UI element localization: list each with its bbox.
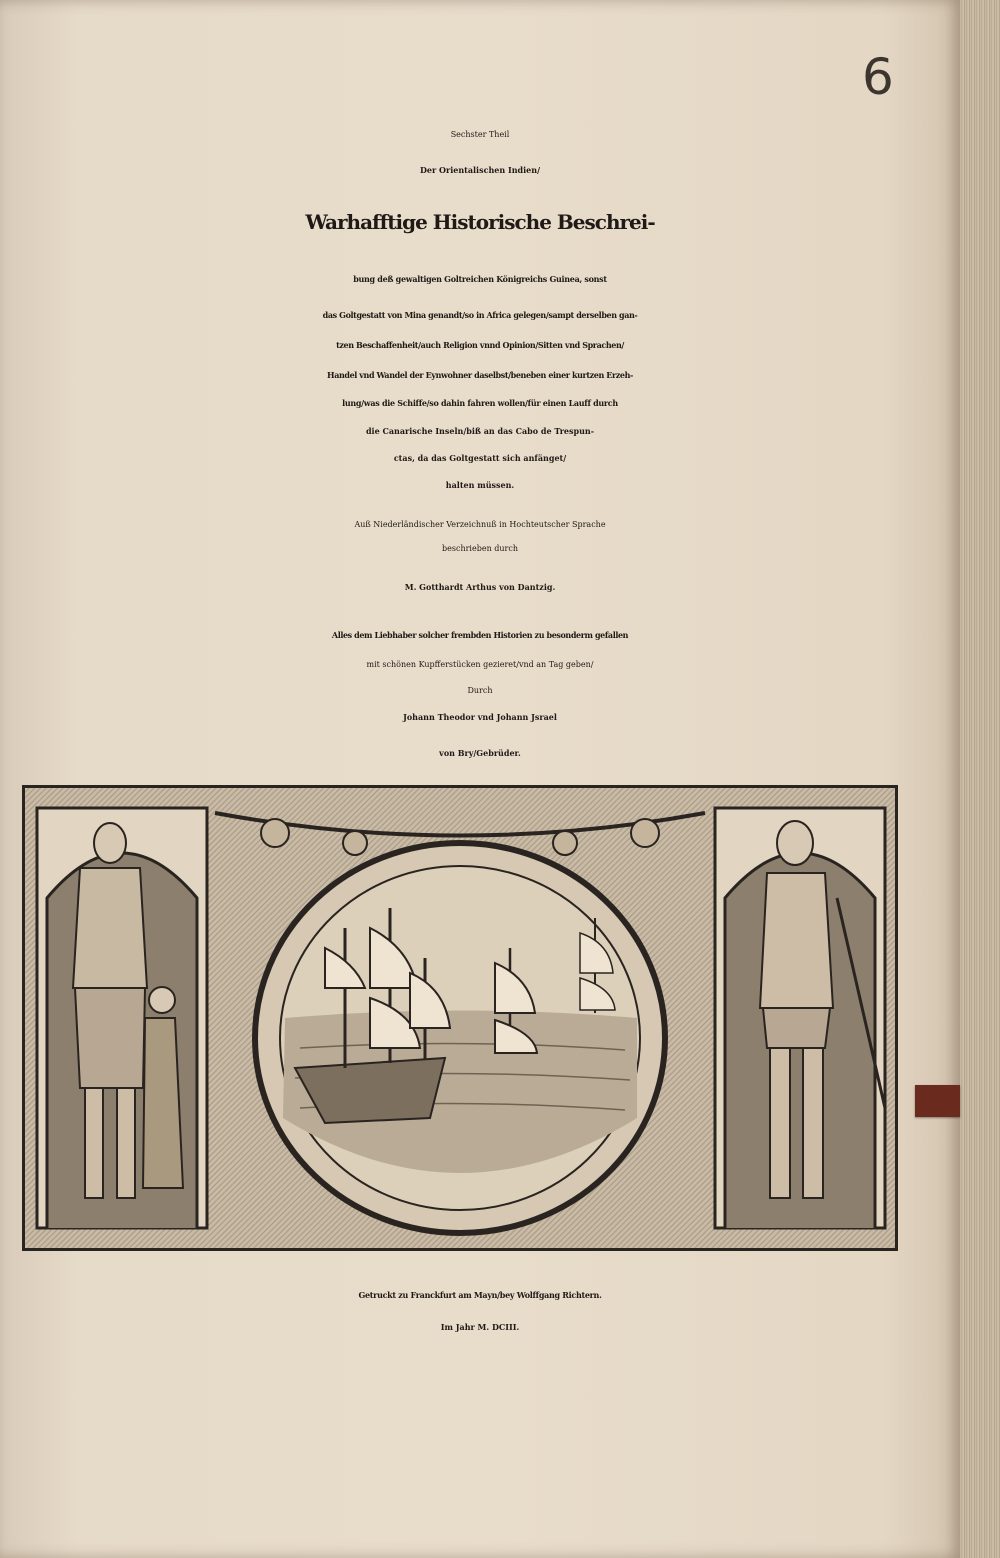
publisher-line: von Bry/Gebrüder.	[439, 748, 521, 758]
folio-number: 6	[862, 48, 894, 106]
dedication-line: Alles dem Liebhaber solcher frembden Historien zu besonderm gefallen	[331, 630, 629, 640]
translation-line: Auß Niederländischer Verzeichnuß in Hochteutscher Sprache	[354, 520, 606, 529]
right-niche	[715, 808, 885, 1228]
imprint-date: Im Jahr M. DCIII.	[440, 1322, 520, 1332]
title-line-series: Der Orientalischen Indien/	[419, 165, 540, 175]
title-line: bung deß gewaltigen Goltreichen Königreichs Guinea, sonst	[353, 274, 607, 284]
author-name: M. Gotthardt Arthus von Dantzig.	[404, 582, 556, 592]
title-line: tzen Beschaffenheit/auch Religion vnnd Opinion/Sitten vnd Sprachen/	[336, 340, 624, 350]
title-line: das Goltgestatt von Mina genandt/so in Africa gelegen/sampt derselben gan-	[322, 310, 638, 320]
title-line-main: Warhafftige Historische Beschrei-	[305, 210, 655, 234]
left-niche	[37, 808, 207, 1228]
title-line-part: Sechster Theil	[450, 130, 510, 139]
title-engraving	[22, 785, 898, 1251]
publisher-line: Johann Theodor vnd Johann Jsrael	[403, 712, 557, 722]
translation-line: beschrieben durch	[442, 544, 518, 553]
ship-cartouche	[255, 843, 665, 1233]
engraving-illustration	[25, 788, 895, 1248]
title-line: halten müssen.	[445, 480, 515, 490]
red-tab-marker	[915, 1085, 960, 1117]
title-line: ctas, da das Goltgestatt sich anfänget/	[393, 453, 567, 463]
title-line: die Canarische Inseln/biß an das Cabo de Trespun-	[365, 426, 595, 436]
dedication-line: mit schönen Kupfferstücken gezieret/vnd an Tag geben/	[366, 660, 594, 669]
imprint-line: Getruckt zu Franckfurt am Mayn/bey Wolffgang Richtern.	[358, 1290, 602, 1300]
title-line: Handel vnd Wandel der Eynwohner daselbst/beneben einer kurtzen Erzeh-	[327, 370, 633, 380]
dedication-line: Durch	[467, 686, 493, 695]
book-page-edges	[960, 0, 1000, 1558]
title-line: lung/was die Schiffe/so dahin fahren wollen/für einen Lauff durch	[342, 398, 618, 408]
